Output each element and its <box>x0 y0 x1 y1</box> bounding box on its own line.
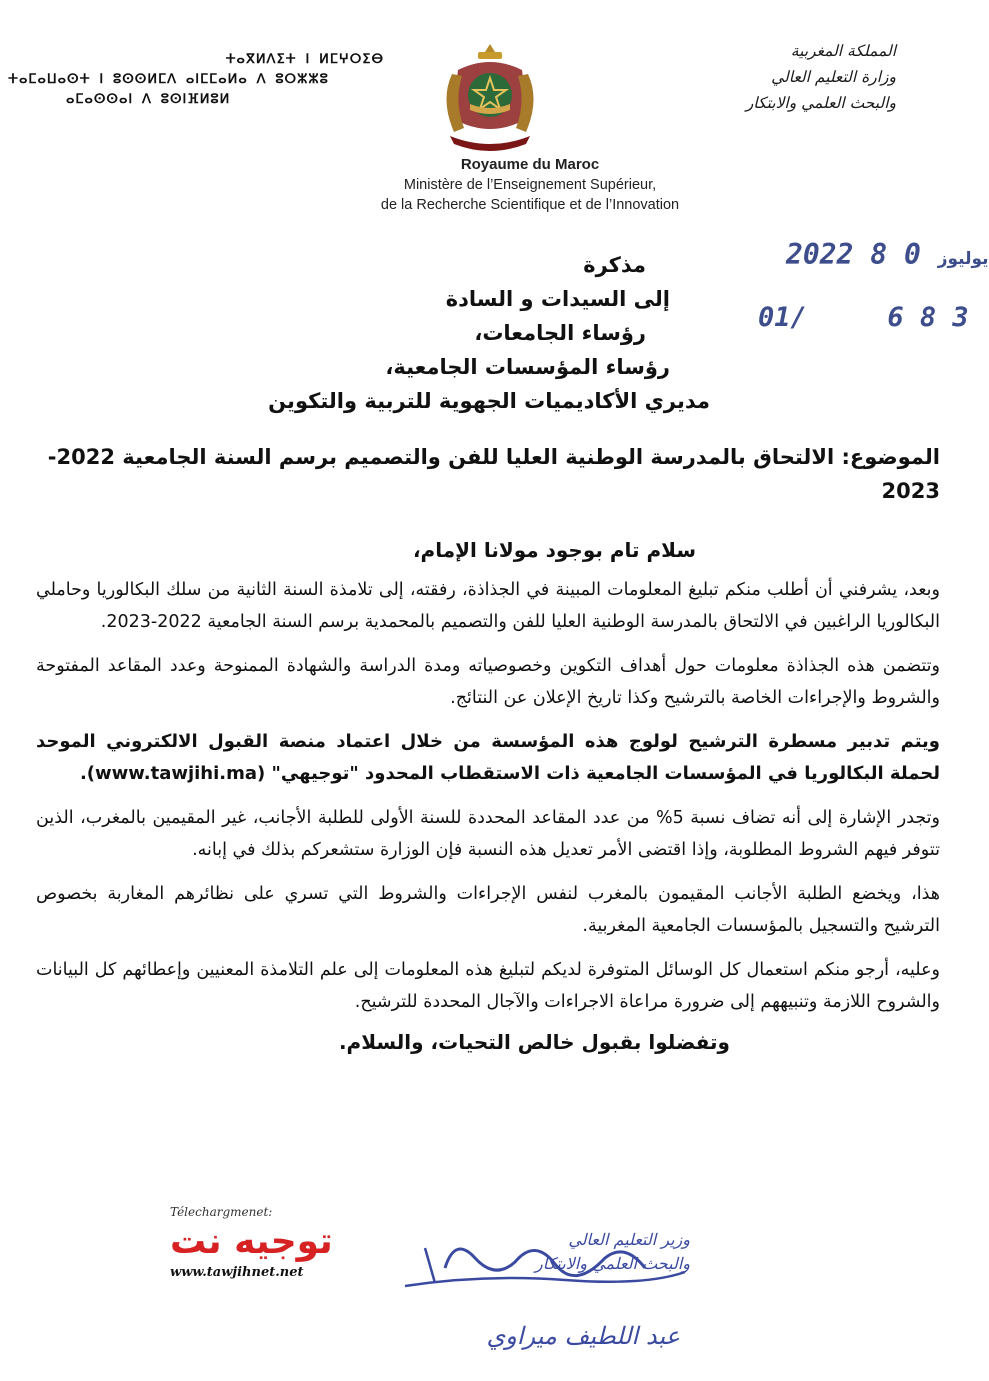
body-paragraph: ويتم تدبير مسطرة الترشيح لولوج هذه المؤسسة من خلال اعتماد منصة القبول الالكتروني الموحد لحملة البكالوريا في المؤسسات الجامعية ذات الاستقطاب المحدود "توجيهي" (www.tawjihi.ma). <box>36 731 940 784</box>
signature-title-line: والبحث العلمي والابتكار <box>534 1254 690 1273</box>
greeting: سلام تام بوجود مولانا الإمام، <box>412 538 696 562</box>
body-paragraph: هذا، ويخضع الطلبة الأجانب المقيمون بالمغرب لنفس الإجراءات والشروط التي تسري على نظائرهم المغاربة بخصوص الترشيح والتسجيل بالمؤسسات الجامعية المغربية. <box>36 884 940 936</box>
watermark <box>170 1205 350 1280</box>
header-french-line: Ministère de l’Enseignement Supérieur, <box>403 177 657 193</box>
header-tifinagh-line: ⵜⴰⵎⴰⵡⴰⵙⵜ ⵏ ⵓⵙⵙⵍⵎⴷ ⴰⵏⵎⵎⴰⵍⴰ ⴷ ⵓⵔⵣⵣⵓ <box>8 72 329 87</box>
header-french-line: de la Recherche Scientifique et de l’Innovation <box>380 197 680 213</box>
header-tifinagh-line: ⴰⵎⴰⵙⵙⴰⵏ ⴷ ⵓⵙⵏⴼⵍⵓⵍ <box>66 92 231 107</box>
addressee-line: مديري الأكاديميات الجهوية للتربية والتكوين <box>268 389 710 413</box>
header-tifinagh <box>8 50 398 110</box>
header-arabic <box>656 38 896 116</box>
header-french <box>300 155 760 215</box>
body-paragraph: وتجدر الإشارة إلى أنه تضاف نسبة 5% من عدد المقاعد المحددة للسنة الأولى للطلبة الأجانب، غير المقيمين بالمغرب، الذين تتوفر فيهم الشروط المطلوبة، وإذا اقتضى الأمر تعديل هذه النسبة فإن الوزارة ستشعركم بذلك في إبانه. <box>36 808 940 860</box>
signature-title-line: وزير التعليم العالي <box>568 1230 690 1249</box>
stamp-ref-right: 6 8 3 <box>887 302 969 333</box>
memo-title: مذكرة <box>583 253 646 277</box>
watermark-logo: توجيه نت <box>170 1221 333 1262</box>
closing-line: وتفضلوا بقبول خالص التحيات، والسلام. <box>338 1030 730 1054</box>
header-arabic-line: المملكة المغربية <box>790 42 896 60</box>
reference-stamp <box>758 302 969 333</box>
watermark-label: Télechargmenet: <box>170 1205 273 1219</box>
addressee-line: إلى السيدات و السادة <box>445 287 670 311</box>
header-tifinagh-line: ⵜⴰⴳⵍⴷⵉⵜ ⵏ ⵍⵎⵖⵔⵉⴱ <box>225 52 384 67</box>
signature-title <box>535 1228 690 1276</box>
body-paragraph: وبعد، يشرفني أن أطلب منكم تبليغ المعلومات المبينة في الجذاذة، رفقته، إلى تلامذة السنة الثانية من سلك البكالوريا وحاملي البكالوريا الراغبين في الالتحاق بالمدرسة الوطنية العليا للفن والتصميم بالمحمدية برسم السنة الجامعية 2022-2023. <box>36 580 940 632</box>
stamp-ref-left: 01/ <box>758 302 807 333</box>
watermark-url: www.tawjihnet.net <box>170 1265 304 1280</box>
letter-body <box>36 440 940 1054</box>
stamp-month: يوليوز <box>937 249 989 269</box>
signatory-name: عبد اللطيف ميراوي <box>486 1322 680 1350</box>
addressee-block <box>250 248 710 418</box>
subject-line: الموضوع: الالتحاق بالمدرسة الوطنية العليا للفن والتصميم برسم السنة الجامعية 2022-2023 <box>47 445 940 503</box>
header-arabic-line: والبحث العلمي والابتكار <box>745 94 896 112</box>
addressee-line: رؤساء المؤسسات الجامعية، <box>385 355 670 379</box>
body-paragraph: وتتضمن هذه الجذاذة معلومات حول أهداف التكوين وخصوصياته ومدة الدراسة والشهادة الممنوحة وعدد المقاعد المفتوحة والشروط والإجراءات الخاصة بالترشيح وكذا تاريخ الإعلان عن النتائج. <box>36 656 940 708</box>
addressee-line: رؤساء الجامعات، <box>474 321 646 345</box>
header-arabic-line: وزارة التعليم العالي <box>771 68 896 86</box>
date-stamp <box>786 238 989 271</box>
body-paragraph: وعليه، أرجو منكم استعمال كل الوسائل المتوفرة لديكم لتبليغ هذه المعلومات إلى علم التلامذة المعنيين وإعطائهم كل البيانات والشروح اللازمة وتنبيههم إلى ضرورة مراعاة الاجراءات والآجال المحددة للترشيح. <box>36 960 940 1012</box>
coat-of-arms-emblem <box>430 40 550 152</box>
header-french-line: Royaume du Maroc <box>460 156 600 173</box>
stamp-day: 0 8 <box>870 238 921 271</box>
stamp-year: 2022 <box>786 238 854 271</box>
